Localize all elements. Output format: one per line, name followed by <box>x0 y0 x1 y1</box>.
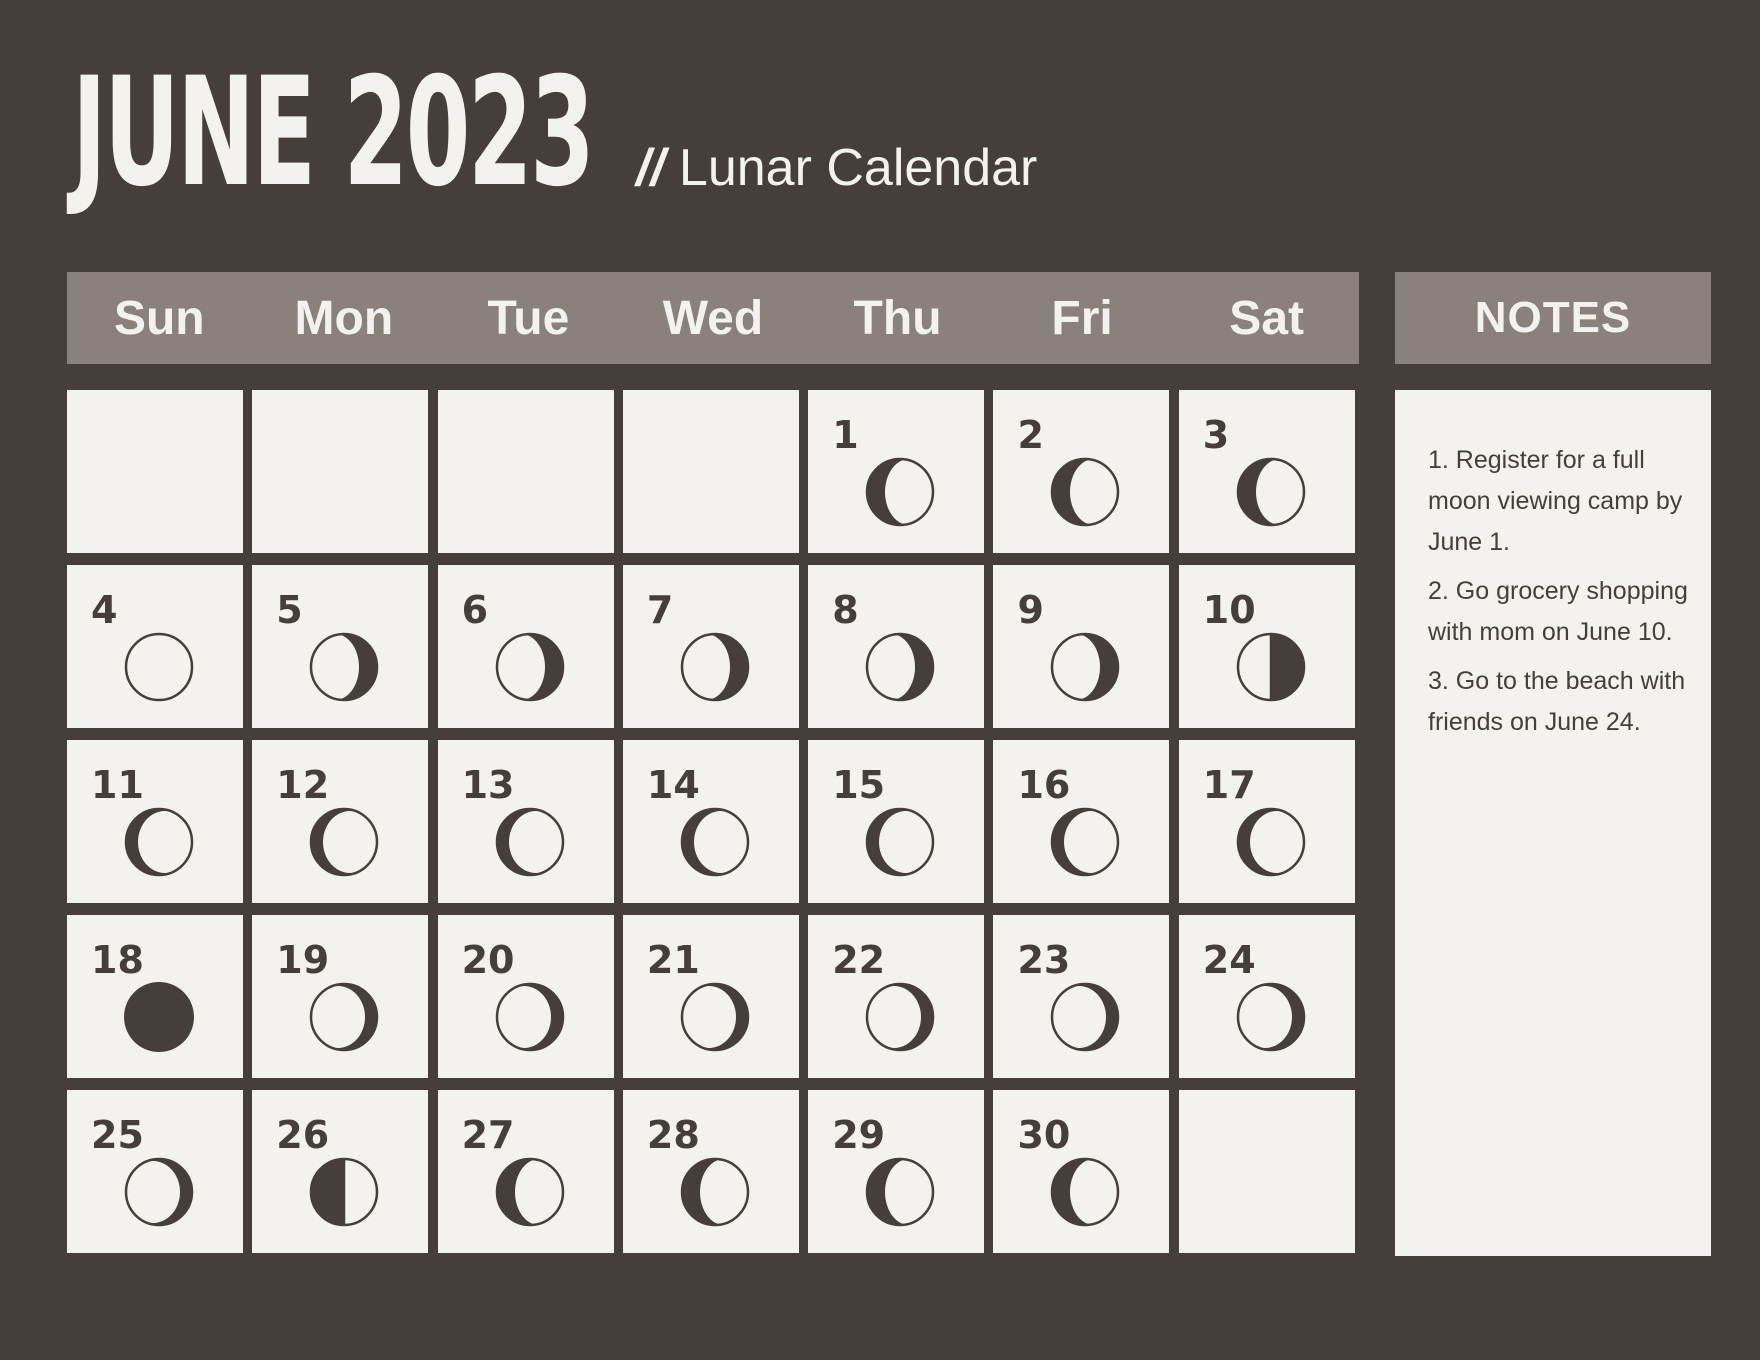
day-number: 14 <box>646 763 700 807</box>
day-cell <box>67 915 243 1078</box>
day-number: 25 <box>91 1113 144 1157</box>
day-number: 15 <box>832 763 886 807</box>
moon-phase-icon <box>119 802 199 882</box>
moon-phase-icon <box>1045 627 1125 707</box>
day-cell <box>623 1090 799 1253</box>
moon-phase-icon <box>1045 802 1125 882</box>
weekday-thu: Thu <box>853 291 942 345</box>
day-cell <box>808 390 984 553</box>
moon-phase-icon <box>860 452 940 532</box>
moon-phase-icon <box>119 627 199 707</box>
moon-phase-icon <box>1231 452 1311 532</box>
day-number: 19 <box>276 938 330 982</box>
day-cell <box>623 915 799 1078</box>
day-cell <box>438 915 614 1078</box>
day-number: 23 <box>1017 938 1071 982</box>
moon-phase-icon <box>304 802 384 882</box>
note-item: 1. Register for a full moon viewing camp by June 1. <box>1428 446 1683 556</box>
moon-phase-icon <box>860 802 940 882</box>
day-number: 16 <box>1017 763 1071 807</box>
moon-phase-icon <box>1045 1152 1125 1232</box>
day-number: 13 <box>461 763 515 807</box>
day-number: 22 <box>832 938 886 982</box>
day-cell <box>993 1090 1169 1253</box>
day-cell <box>1179 915 1355 1078</box>
day-number: 9 <box>1017 588 1044 632</box>
day-cell <box>252 565 428 728</box>
day-number: 27 <box>461 1113 515 1157</box>
notes-panel <box>1395 390 1711 1256</box>
day-number: 2 <box>1017 413 1044 457</box>
day-cell <box>808 1090 984 1253</box>
day-number: 21 <box>646 938 700 982</box>
weekday-fri: Fri <box>1051 291 1113 345</box>
day-number: 28 <box>646 1113 700 1157</box>
day-cell <box>993 390 1169 553</box>
moon-phase-icon <box>860 977 940 1057</box>
moon-phase-icon <box>675 802 755 882</box>
day-cell <box>993 915 1169 1078</box>
weekday-mon: Mon <box>294 291 394 345</box>
moon-phase-icon <box>490 1152 570 1232</box>
day-cell <box>252 1090 428 1253</box>
notes-list <box>1395 390 1711 743</box>
page-title: JUNE 2023 <box>72 46 593 220</box>
moon-phase-icon <box>304 1152 384 1232</box>
day-number: 26 <box>276 1113 330 1157</box>
day-number: 1 <box>832 413 859 457</box>
subtitle-text: Lunar Calendar <box>678 139 1038 197</box>
day-cell <box>808 565 984 728</box>
day-number: 11 <box>91 763 144 807</box>
moon-phase-icon <box>490 627 570 707</box>
day-cell <box>993 565 1169 728</box>
weekday-sun: Sun <box>113 291 205 345</box>
notes-header: NOTES <box>1395 272 1711 364</box>
empty-day-cell <box>438 390 614 553</box>
day-number: 24 <box>1202 938 1256 982</box>
day-number: 8 <box>832 588 859 632</box>
moon-phase-icon <box>1045 977 1125 1057</box>
empty-day-cell <box>623 390 799 553</box>
empty-day-cell <box>67 390 243 553</box>
note-item: 3. Go to the beach with friends on June 24. <box>1428 667 1686 736</box>
day-cell <box>67 1090 243 1253</box>
moon-phase-icon <box>675 977 755 1057</box>
day-number: 18 <box>91 938 144 982</box>
moon-phase-icon <box>119 1152 199 1232</box>
empty-day-cell <box>252 390 428 553</box>
weekday-wed: Wed <box>662 291 764 345</box>
moon-phase-icon <box>304 627 384 707</box>
day-cell <box>438 740 614 903</box>
title-separator: // <box>636 139 665 197</box>
day-number: 10 <box>1202 588 1256 632</box>
day-number: 17 <box>1202 763 1256 807</box>
day-cell <box>623 565 799 728</box>
day-number: 6 <box>461 588 489 632</box>
moon-phase-icon <box>1231 802 1311 882</box>
day-cell <box>808 740 984 903</box>
page-subtitle <box>636 139 1038 197</box>
day-cell <box>623 740 799 903</box>
moon-phase-icon <box>304 977 384 1057</box>
day-cell <box>993 740 1169 903</box>
moon-phase-icon <box>1231 977 1311 1057</box>
day-number: 12 <box>276 763 330 807</box>
day-cell <box>438 1090 614 1253</box>
moon-phase-icon <box>1231 627 1311 707</box>
day-cell <box>1179 740 1355 903</box>
day-cell <box>252 740 428 903</box>
day-number: 3 <box>1202 413 1230 457</box>
day-cell <box>252 915 428 1078</box>
day-cell <box>1179 565 1355 728</box>
moon-phase-icon <box>675 1152 755 1232</box>
weekday-sat: Sat <box>1229 291 1304 345</box>
day-cell <box>67 565 243 728</box>
note-item: 2. Go grocery shopping with mom on June 10. <box>1428 577 1688 646</box>
weekday-header <box>67 272 1359 364</box>
day-cell <box>808 915 984 1078</box>
day-cell <box>1179 390 1355 553</box>
moon-phase-icon <box>860 1152 940 1232</box>
weekday-tue: Tue <box>487 291 570 345</box>
empty-day-cell <box>1179 1090 1355 1253</box>
moon-phase-icon <box>490 977 570 1057</box>
moon-phase-icon <box>490 802 570 882</box>
day-cell <box>438 565 614 728</box>
moon-phase-icon <box>860 627 940 707</box>
day-cell <box>67 740 243 903</box>
moon-phase-icon <box>119 977 199 1057</box>
day-number: 4 <box>91 588 118 632</box>
day-number: 30 <box>1017 1113 1071 1157</box>
day-number: 7 <box>646 588 674 632</box>
day-number: 29 <box>832 1113 886 1157</box>
day-number: 5 <box>276 588 303 632</box>
moon-phase-icon <box>1045 452 1125 532</box>
moon-phase-icon <box>675 627 755 707</box>
day-number: 20 <box>461 938 515 982</box>
calendar-grid <box>67 390 1361 1258</box>
